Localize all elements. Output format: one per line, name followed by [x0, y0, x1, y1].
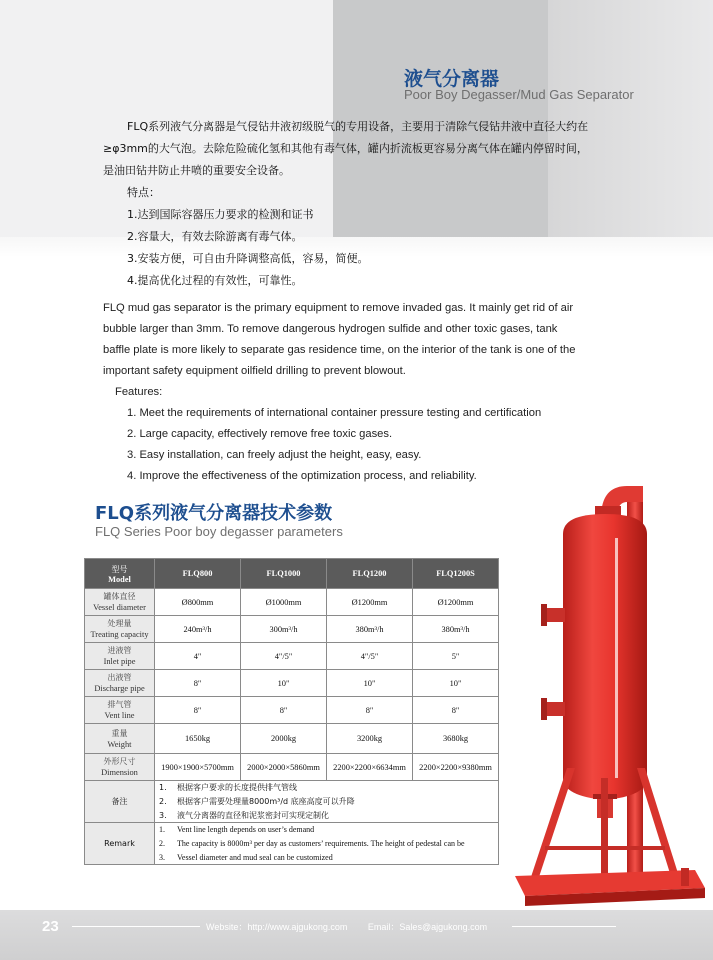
param-row	[85, 589, 499, 616]
remark-text: 根据客户需要处理量8000m³/d 底座高度可以升降	[177, 797, 355, 806]
param-label-en: Weight	[107, 739, 132, 749]
remark-number: 3.	[159, 852, 165, 862]
model-name: FLQ800	[155, 559, 241, 589]
param-row	[85, 616, 499, 643]
param-label-en: Vent line	[104, 711, 135, 720]
params-table-container	[84, 558, 498, 865]
page-title-cn: 液气分离器	[404, 68, 500, 90]
remark-row	[85, 823, 499, 837]
params-title-cn: FLQ系列液气分离器技术参数	[95, 503, 333, 524]
param-value: 8"	[241, 697, 327, 724]
param-label-cn: 重量	[111, 728, 128, 738]
intro-en-line: baffle plate is more likely to separate gas residence time, on the interior of the tank is one of the	[103, 344, 576, 356]
remark-number: 2.	[159, 797, 167, 806]
params-title-en: FLQ Series Poor boy degasser parameters	[95, 524, 343, 539]
param-row	[85, 724, 499, 754]
param-label	[85, 589, 155, 616]
remark-item	[155, 837, 499, 851]
param-value: 5"	[413, 643, 499, 670]
param-value: 8"	[155, 697, 241, 724]
remark-number: 3.	[159, 810, 167, 820]
param-label	[85, 670, 155, 697]
param-value: 2200×2200×9380mm	[413, 754, 499, 781]
param-value: 8"	[327, 697, 413, 724]
feature-cn: 4.提高优化过程的有效性，可靠性。	[127, 274, 303, 287]
features-title-en: Features:	[115, 386, 163, 398]
param-label-en: Dimension	[101, 768, 138, 777]
remark-item	[155, 823, 499, 837]
remark-text: 液气分离器的直径和泥浆密封可实现定制化	[177, 810, 329, 820]
page-footer	[0, 910, 713, 960]
param-label-cn: 处理量	[107, 619, 132, 628]
footer-contact	[206, 920, 505, 933]
model-name: FLQ1000	[241, 559, 327, 589]
param-label-cn: 出液管	[107, 673, 132, 682]
remark-text: Vent line length depends on user’s demand	[177, 825, 315, 835]
footer-divider-left	[72, 926, 200, 927]
param-value: 10"	[241, 670, 327, 697]
feature-en: 3. Easy installation, can freely adjust the height, easy, easy.	[127, 449, 422, 461]
remark-text: Vessel diameter and mud seal can be customized	[177, 852, 333, 862]
feature-en: 4. Improve the effectiveness of the optimization process, and reliability.	[127, 470, 477, 482]
param-value: 2200×2200×6634mm	[327, 754, 413, 781]
param-value: Ø800mm	[155, 589, 241, 616]
param-value: Ø1200mm	[327, 589, 413, 616]
intro-en-line: bubble larger than 3mm. To remove dangerous hydrogen sulfide and other toxic gases, tank	[103, 323, 558, 335]
page-number: 23	[42, 918, 59, 935]
features-title-cn: 特点：	[127, 186, 160, 199]
param-row	[85, 643, 499, 670]
param-value: 10"	[327, 670, 413, 697]
footer-divider-right	[512, 926, 616, 927]
intro-en-line: important safety equipment oilfield drilling to prevent blowout.	[103, 365, 406, 377]
footer-email[interactable]: Email：Sales@ajgukong.com	[367, 922, 488, 932]
remark-item	[155, 809, 499, 823]
remark-label: Remark	[85, 823, 155, 865]
param-value: 4"	[155, 643, 241, 670]
model-name: FLQ1200	[327, 559, 413, 589]
param-label-cn: 罐体直径	[103, 592, 136, 601]
param-value: 1650kg	[155, 724, 241, 754]
model-header-en: Model	[108, 574, 131, 584]
feature-cn: 1.达到国际容器压力要求的检测和证书	[127, 208, 314, 221]
remark-item	[155, 795, 499, 809]
param-row	[85, 697, 499, 724]
param-value: 380m³/h	[413, 616, 499, 643]
intro-cn-line: FLQ系列液气分离器是气侵钻井液初级脱气的专用设备，主要用于清除气侵钻井液中直径大约在	[127, 120, 589, 133]
param-label	[85, 697, 155, 724]
param-label-cn: 外形尺寸	[103, 757, 136, 766]
param-value: 4"/5"	[327, 643, 413, 670]
param-value: 3680kg	[413, 724, 499, 754]
param-label-en: Inlet pipe	[103, 657, 136, 666]
param-label	[85, 724, 155, 754]
param-row	[85, 670, 499, 697]
param-value: 4"/5"	[241, 643, 327, 670]
param-value: 2000×2000×5860mm	[241, 754, 327, 781]
param-value: 1900×1900×5700mm	[155, 754, 241, 781]
param-value: 300m³/h	[241, 616, 327, 643]
param-value: 380m³/h	[327, 616, 413, 643]
page-title-en: Poor Boy Degasser/Mud Gas Separator	[404, 87, 634, 102]
param-value: 2000kg	[241, 724, 327, 754]
remark-number: 1.	[159, 783, 167, 793]
param-label-cn: 进液管	[107, 646, 132, 655]
intro-cn-line: ≥φ3mm的大气泡。去除危险硫化氢和其他有毒气体，罐内折流板更容易分离气体在罐内停留时间，	[103, 142, 588, 155]
param-label-en: Discharge pipe	[94, 684, 145, 693]
params-table	[84, 558, 499, 865]
remark-number: 1.	[159, 825, 165, 835]
feature-en: 2. Large capacity, effectively remove free toxic gases.	[127, 428, 393, 440]
param-label	[85, 643, 155, 670]
mud-gas-separator-illustration	[505, 478, 713, 908]
intro-en	[103, 298, 603, 487]
param-label-en: Treating capacity	[90, 630, 149, 639]
param-value: Ø1200mm	[413, 589, 499, 616]
param-label	[85, 754, 155, 781]
param-label-cn: 排气管	[107, 700, 132, 709]
intro-en-line: FLQ mud gas separator is the primary equipment to remove invaded gas. It mainly get rid of air	[103, 302, 574, 314]
remark-item	[155, 781, 499, 795]
param-value: 8"	[155, 670, 241, 697]
feature-cn: 2.容量大，有效去除游离有毒气体。	[127, 230, 303, 243]
param-value: 8"	[413, 697, 499, 724]
model-header-cn: 型号	[111, 564, 128, 574]
param-label	[85, 616, 155, 643]
footer-website[interactable]: Website：http://www.ajgukong.com	[206, 922, 348, 932]
remark-item	[155, 851, 499, 865]
model-name: FLQ1200S	[413, 559, 499, 589]
param-value: 3200kg	[327, 724, 413, 754]
param-row	[85, 754, 499, 781]
param-value: 240m³/h	[155, 616, 241, 643]
model-header	[85, 559, 155, 589]
feature-en: 1. Meet the requirements of international container pressure testing and certification	[127, 407, 542, 419]
remark-label: 备注	[85, 781, 155, 823]
feature-cn: 3.安装方便，可自由升降调整高低，容易，简便。	[127, 252, 369, 265]
param-value: 10"	[413, 670, 499, 697]
intro-cn-line: 是油田钻井防止井喷的重要安全设备。	[103, 164, 290, 177]
remark-row	[85, 781, 499, 795]
param-value: Ø1000mm	[241, 589, 327, 616]
remark-number: 2.	[159, 839, 165, 848]
remark-text: The capacity is 8000m³ per day as customers’ requirements. The height of pedestal can be	[177, 839, 465, 848]
intro-cn	[103, 116, 603, 292]
remark-text: 根据客户要求的长度提供排气管线	[177, 783, 297, 793]
param-label-en: Vessel diameter	[93, 603, 146, 612]
